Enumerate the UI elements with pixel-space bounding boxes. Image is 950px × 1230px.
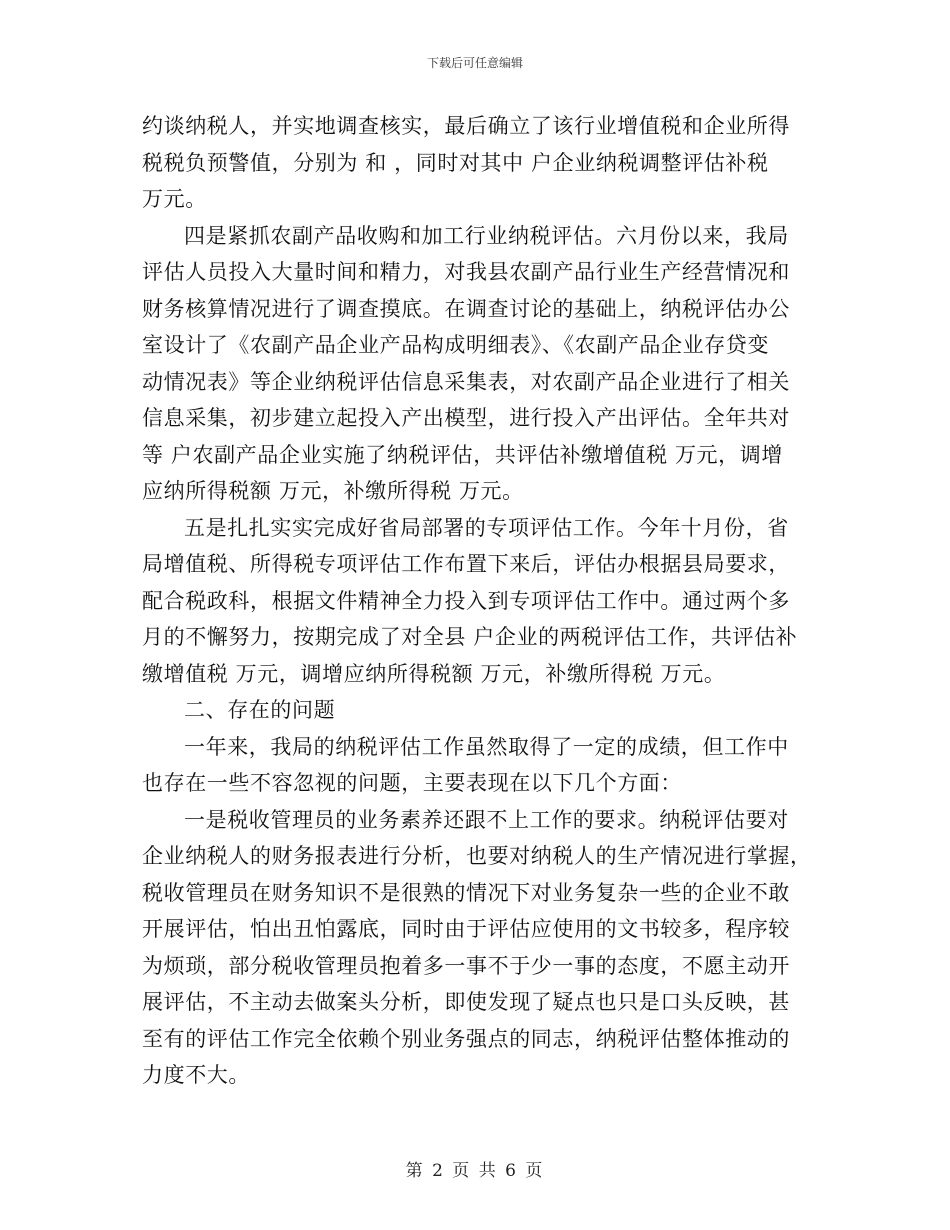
- text-line: 企业纳税人的财务报表进行分析，也要对纳税人的生产情况进行掌握，: [142, 844, 812, 868]
- text-line: 应纳所得税额 万元，补缴所得税 万元。: [142, 479, 524, 503]
- text-line: 一是税收管理员的业务素养还跟不上工作的要求。纳税评估要对: [184, 807, 789, 832]
- document-body: [142, 108, 812, 1094]
- text-line: 二、存在的问题: [184, 698, 336, 722]
- page-footer: 第 2 页 共 6 页: [405, 1161, 545, 1181]
- text-line: 信息采集，初步建立起投入产出模型，进行投入产出评估。全年共对: [142, 406, 790, 430]
- text-line: 配合税政科，根据文件精神全力投入到专项评估工作中。通过两个多: [142, 588, 790, 613]
- text-line: 开展评估，怕出丑怕露底，同时由于评估应使用的文书较多，程序较: [142, 917, 790, 941]
- text-line: 税收管理员在财务知识不是很熟的情况下对业务复杂一些的企业不敢: [142, 880, 790, 905]
- text-line: 力度不大。: [142, 1063, 250, 1087]
- text-line: 为烦琐，部分税收管理员抱着多一事不于少一事的态度，不愿主动开: [142, 953, 790, 978]
- text-line: 月的不懈努力，按期完成了对全县 户企业的两税评估工作，共评估补: [142, 625, 798, 649]
- text-line: 约谈纳税人，并实地调查核实，最后确立了该行业增值税和企业所得: [142, 114, 790, 138]
- text-line: 财务核算情况进行了调查摸底。在调查讨论的基础上，纳税评估办公: [142, 296, 790, 321]
- text-line: 评估人员投入大量时间和精力，对我县农副产品行业生产经营情况和: [142, 260, 790, 284]
- text-line: 万元。: [142, 187, 207, 211]
- text-line: 五是扎扎实实完成好省局部署的专项评估工作。今年十月份，省: [184, 515, 789, 540]
- text-line: 室设计了《农副产品企业产品构成明细表》、《农副产品企业存贷变: [142, 333, 769, 357]
- text-line: 至有的评估工作完全依赖个别业务强点的同志，纳税评估整体推动的: [142, 1026, 790, 1051]
- text-line: 等 户农副产品企业实施了纳税评估，共评估补缴增值税 万元，调增: [142, 442, 783, 467]
- text-line: 税税负预警值，分别为 和 ，同时对其中 户企业纳税调整评估补税: [142, 150, 769, 175]
- text-line: 局增值税、所得税专项评估工作布置下来后，评估办根据县局要求，: [142, 552, 790, 576]
- text-line: 也存在一些不容忽视的问题，主要表现在以下几个方面：: [142, 771, 682, 795]
- text-line: 四是紧抓农副产品收购和加工行业纳税评估。六月份以来，我局: [184, 223, 789, 248]
- page-header: 下载后可任意编辑: [426, 56, 523, 70]
- text-line: 一年来，我局的纳税评估工作虽然取得了一定的成绩，但工作中: [184, 734, 789, 759]
- text-line: 展评估，不主动去做案头分析，即使发现了疑点也只是口头反映，甚: [142, 990, 790, 1014]
- text-line: 动情况表》等企业纳税评估信息采集表，对农副产品企业进行了相关: [142, 369, 790, 394]
- text-line: 缴增值税 万元，调增应纳所得税额 万元，补缴所得税 万元。: [142, 661, 726, 686]
